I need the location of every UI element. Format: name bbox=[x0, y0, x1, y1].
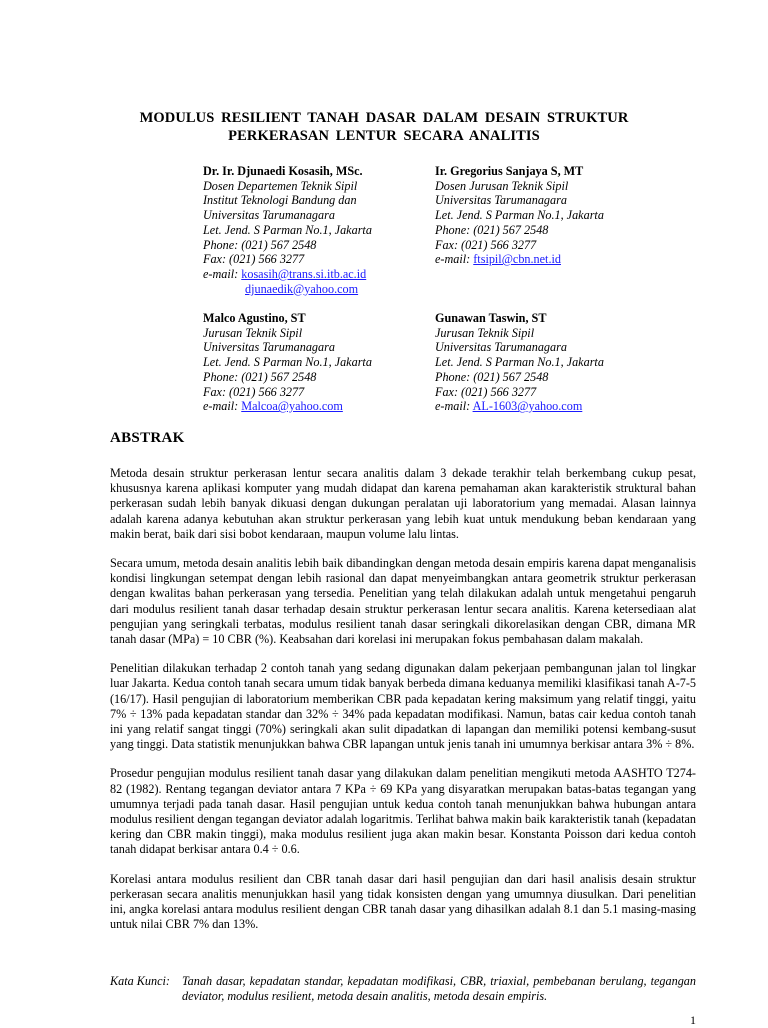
author-affiliation-line: Universitas Tarumanagara bbox=[203, 340, 335, 355]
author-email-line bbox=[203, 399, 423, 414]
author-phone: Phone: (021) 567 2548 bbox=[435, 369, 549, 384]
keywords-text: Tanah dasar, kepadatan standar, kepadatan modifikasi, CBR, triaxial, pembebanan berulang, tegangan deviator, modulus resilient, metoda desain analitis, metoda desain empiris. bbox=[182, 974, 696, 1004]
email-link[interactable]: AL-1603@yahoo.com bbox=[472, 399, 583, 414]
author-phone: Phone: (021) 567 2548 bbox=[203, 369, 317, 384]
page-number: 1 bbox=[690, 1013, 696, 1027]
author-fax: Fax: (021) 566 3277 bbox=[435, 384, 537, 399]
email-label: e-mail: bbox=[203, 399, 239, 414]
author-phone: Phone: (021) 567 2548 bbox=[435, 222, 549, 237]
abstract-paragraph: Metoda desain struktur perkerasan lentur secara analitis dalam 3 dekade terakhir telah berkembang cukup pesat, khususnya karena aplikasi komputer yang mudah didapat dan karena pemahaman akan karakteristik struktural bahan perkerasan sudah lebih banyak dikuasi dengan dukungan peralatan uji laboratorium yang memadai. Alasan lainnya adalah karena adanya kebutuhan akan struktur perkerasan yang lebih kuat untuk mendukung beban kendaraan yang makin berat, baik dari sisi bobot kendaraan, maupun volume lalu lintas. bbox=[110, 466, 696, 541]
author-block bbox=[203, 164, 423, 296]
author-phone: Phone: (021) 567 2548 bbox=[203, 237, 317, 252]
author-address: Let. Jend. S Parman No.1, Jakarta bbox=[203, 355, 372, 370]
abstract-paragraph: Penelitian dilakukan terhadap 2 contoh tanah yang sedang digunakan dalam pekerjaan pembangunan jalan tol lingkar luar Jakarta. Kedua contoh tanah secara umum tidak banyak berbeda dimana keduanya memiliki klasifikasi tanah A-7-5 (16/17). Hasil pengujian di laboratorium memberikan CBR pada kepadatan kering maksimum yang relatif tinggi, yaitu 7% ÷ 13% pada kepadatan standar dan 32% ÷ 34% pada kepadatan modifikasi. Namun, batas cair kedua contoh tanah ini yang relatif sangat tinggi (70%) seringkali akan sulit dipadatkan di lapangan dan memiliki potensi kembang-susut yang tinggi. Data statistik menunjukkan bahwa CBR lapangan untuk jenis tanah ini umumnya berkisar antara 3% ÷ 8%. bbox=[110, 661, 696, 752]
author-affiliation-line: Dosen Departemen Teknik Sipil bbox=[203, 178, 358, 193]
author-affiliation-line: Dosen Jurusan Teknik Sipil bbox=[435, 178, 569, 193]
author-block bbox=[203, 311, 423, 414]
author-block bbox=[435, 164, 655, 267]
author-email-line-2 bbox=[203, 282, 423, 297]
author-block bbox=[435, 311, 655, 414]
email-label: e-mail: bbox=[435, 399, 471, 414]
author-fax: Fax: (021) 566 3277 bbox=[203, 252, 305, 267]
author-address: Let. Jend. S Parman No.1, Jakarta bbox=[435, 355, 604, 370]
author-affiliation-line: Universitas Tarumanagara bbox=[203, 208, 335, 223]
author-affiliation-line: Universitas Tarumanagara bbox=[435, 340, 567, 355]
author-fax: Fax: (021) 566 3277 bbox=[203, 384, 305, 399]
author-email-line bbox=[203, 267, 423, 282]
abstract-paragraph: Secara umum, metoda desain analitis lebih baik dibandingkan dengan metoda desain empiris karena dapat menganalisis kondisi lingkungan setempat dengan lebih rasional dan dapat menyeimbangkan antara geometrik struktur perkerasan dengan kwalitas bahan perkerasan yang tersedia. Penelitian yang telah dilakukan adalah untuk mengetahui pengaruh dari modulus resilient tanah dasar terhadap desain struktur perkerasan lentur secara analitis. Karena ketersediaan alat pengujian yang seringkali terbatas, modulus resilient tanah dasar seringkali dikorelasikan dengan CBR, dimana MR tanah dasar (MPa) = 10 CBR (%). Keabsahan dari korelasi ini merupakan fokus pembahasan dalam makalah. bbox=[110, 556, 696, 647]
author-name: Malco Agustino, ST bbox=[203, 311, 306, 325]
abstract-heading: ABSTRAK bbox=[110, 430, 185, 446]
email-link[interactable]: ftsipil@cbn.net.id bbox=[473, 252, 561, 267]
abstract-paragraph: Korelasi antara modulus resilient dan CBR tanah dasar dari hasil pengujian dan dari hasil analisis desain struktur perkerasan secara analitis menunjukkan hasil yang tidak konsisten dengan yang umumnya diusulkan. Dari penelitian ini, angka korelasi antara modulus resilient dengan CBR tanah dasar yang dihasilkan adalah 8.1 dan 5.1 masing-masing untuk nilai CBR 7% dan 13%. bbox=[110, 871, 696, 932]
author-name: Ir. Gregorius Sanjaya S, MT bbox=[435, 164, 584, 178]
author-fax: Fax: (021) 566 3277 bbox=[435, 237, 537, 252]
email-link[interactable]: Malcoa@yahoo.com bbox=[241, 399, 343, 414]
email-link[interactable]: kosasih@trans.si.itb.ac.id bbox=[241, 266, 367, 281]
author-affiliation-line: Jurusan Teknik Sipil bbox=[203, 325, 303, 340]
author-name: Gunawan Taswin, ST bbox=[435, 311, 547, 325]
author-name: Dr. Ir. Djunaedi Kosasih, MSc. bbox=[203, 164, 363, 178]
email-label: e-mail: bbox=[435, 252, 471, 267]
author-email-line bbox=[435, 399, 655, 414]
keywords-section bbox=[110, 974, 696, 1004]
email-label: e-mail: bbox=[203, 266, 239, 281]
author-address: Let. Jend. S Parman No.1, Jakarta bbox=[203, 222, 372, 237]
abstract-body bbox=[110, 466, 696, 946]
author-address: Let. Jend. S Parman No.1, Jakarta bbox=[435, 208, 604, 223]
author-affiliation-line: Jurusan Teknik Sipil bbox=[435, 325, 535, 340]
email-link[interactable]: djunaedik@yahoo.com bbox=[245, 281, 359, 296]
author-email-line bbox=[435, 252, 655, 267]
author-affiliation-line: Institut Teknologi Bandung dan bbox=[203, 193, 357, 208]
paper-title: MODULUS RESILIENT TANAH DASAR DALAM DESAIN STRUKTUR PERKERASAN LENTUR SECARA ANALITIS bbox=[139, 110, 629, 144]
abstract-paragraph: Prosedur pengujian modulus resilient tanah dasar yang dilakukan dalam penelitian mengikuti metoda AASHTO T274-82 (1982). Rentang tegangan deviator antara 7 KPa ÷ 69 KPa yang disyaratkan merupakan batas-batas tegangan yang umumnya terjadi pada tanah dasar. Hasil pengujian untuk kedua contoh tanah menunjukkan bahwa hubungan antara modulus resilient dengan tegangan deviator adalah logaritmis. Terlihat bahwa makin baik karakteristik tanah (kepadatan kering dan CBR makin tinggi), maka modulus resilient juga akan makin besar. Konstanta Poisson dari kedua contoh tanah didapat berkisar antara 0.4 ÷ 0.6. bbox=[110, 766, 696, 857]
author-affiliation-line: Universitas Tarumanagara bbox=[435, 193, 567, 208]
keywords-label: Kata Kunci: bbox=[110, 974, 170, 988]
